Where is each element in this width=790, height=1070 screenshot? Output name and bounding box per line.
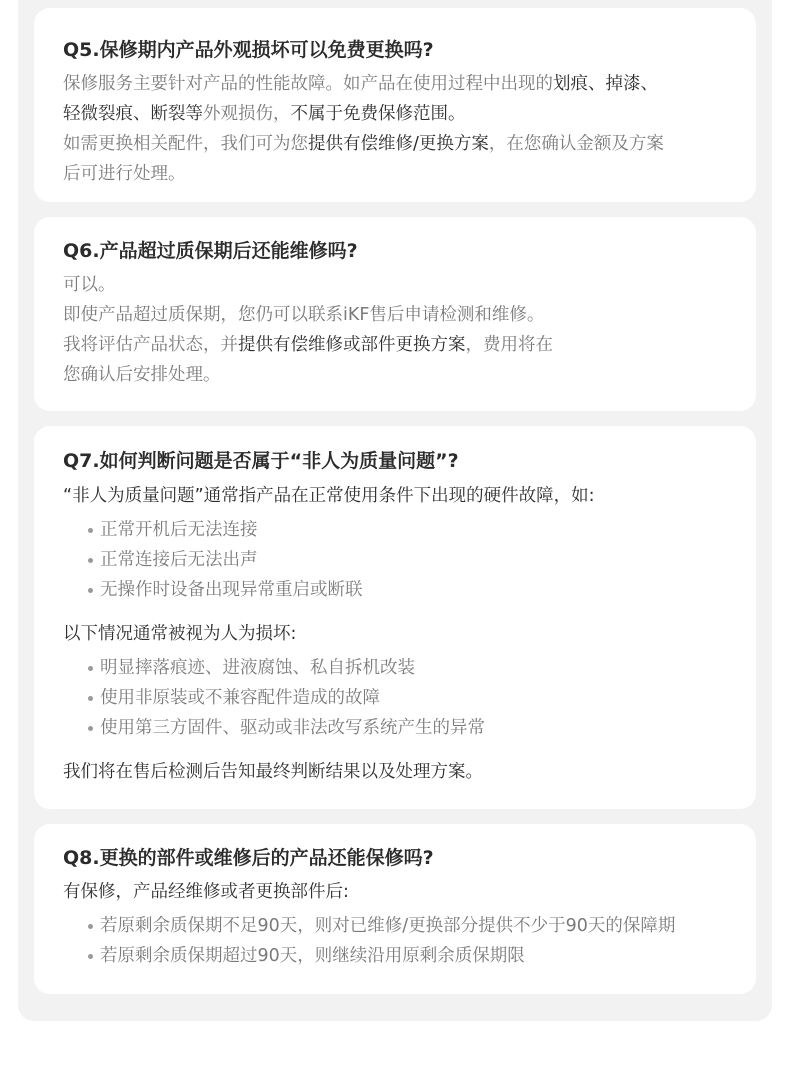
- faq-answer-line: [63, 99, 728, 129]
- list-item-text: 正常连接后无法出声: [100, 550, 258, 570]
- faq-answer-line: [63, 330, 728, 360]
- faq-answer-line: 您确认后安排处理。: [63, 365, 221, 385]
- bullet-dot-icon: [88, 666, 93, 671]
- answer-text: ，在您确认金额及方案: [488, 134, 664, 154]
- list-item-text: 无操作时设备出现异常重启或断联: [100, 580, 363, 600]
- list-item-text: 若原剩余质保期不足90天，则对已维修/更换部分提供不少于90天的保障期: [100, 916, 676, 936]
- bullet-dot-icon: [88, 954, 93, 959]
- faq-answer-intro: “非人为质量问题”通常指产品在正常使用条件下出现的硬件故障，如:: [63, 486, 595, 506]
- list-item: [63, 575, 728, 605]
- bullet-dot-icon: [88, 528, 93, 533]
- bullet-dot-icon: [88, 924, 93, 929]
- faq-question-q7: Q7.如何判断问题是否属于“非人为质量问题”?: [63, 450, 459, 472]
- answer-text: 保修服务主要针对产品的性能故障。如产品在使用过程中出现的: [63, 74, 553, 94]
- faq-answer-line: 可以。: [63, 275, 116, 295]
- list-item: [63, 941, 728, 971]
- list-item: [63, 683, 728, 713]
- faq-question-q8: Q8.更换的部件或维修后的产品还能保修吗?: [63, 847, 434, 869]
- bullet-dot-icon: [88, 726, 93, 731]
- answer-highlight: 轻微裂痕、断裂等: [63, 104, 203, 124]
- list-item-text: 明显摔落痕迹、进液腐蚀、私自拆机改装: [100, 658, 415, 678]
- answer-text: ，费用将在: [465, 335, 553, 355]
- faq-answer-intro: 有保修，产品经维修或者更换部件后:: [63, 882, 349, 902]
- answer-highlight: 提供有偿维修/更换方案: [308, 134, 489, 154]
- list-item: [63, 653, 728, 683]
- list-item-text: 使用非原装或不兼容配件造成的故障: [100, 688, 380, 708]
- faq-answer-line: 即使产品超过质保期，您仍可以联系iKF售后申请检测和维修。: [63, 305, 545, 325]
- faq-answer-line: 后可进行处理。: [63, 164, 186, 184]
- faq-card-q8: [34, 824, 756, 994]
- list-item-text: 使用第三方固件、驱动或非法改写系统产生的异常: [100, 718, 485, 738]
- bullet-dot-icon: [88, 558, 93, 563]
- list-item: [63, 713, 728, 743]
- list-item-text: 若原剩余质保期超过90天，则继续沿用原剩余质保期限: [100, 946, 525, 966]
- faq-answer-intro: 以下情况通常被视为人为损坏:: [63, 624, 297, 644]
- list-item: [63, 515, 728, 545]
- bullet-dot-icon: [88, 588, 93, 593]
- faq-question-q6: Q6.产品超过质保期后还能维修吗?: [63, 240, 358, 262]
- answer-text: 外观损伤，: [203, 104, 291, 124]
- list-item-text: 正常开机后无法连接: [100, 520, 258, 540]
- faq-card-q6: [34, 217, 756, 411]
- answer-highlight: 划痕、掉漆、: [553, 74, 658, 94]
- faq-card-q7: [34, 426, 756, 809]
- bullet-dot-icon: [88, 696, 93, 701]
- answer-highlight: 提供有偿维修或部件更换方案: [238, 335, 466, 355]
- answer-text: 如需更换相关配件，我们可为您: [63, 134, 308, 154]
- faq-bullet-list: [63, 515, 728, 605]
- faq-answer-line: [63, 129, 728, 159]
- faq-card-q5: [34, 8, 756, 202]
- answer-highlight: 不属于免费保修范围。: [290, 104, 466, 124]
- faq-bullet-list: [63, 911, 728, 971]
- answer-text: 我将评估产品状态，并: [63, 335, 238, 355]
- list-item: [63, 911, 728, 941]
- faq-bullet-list: [63, 653, 728, 743]
- faq-answer-line: [63, 69, 728, 99]
- faq-answer-closing: 我们将在售后检测后告知最终判断结果以及处理方案。: [63, 762, 483, 782]
- list-item: [63, 545, 728, 575]
- faq-question-q5: Q5.保修期内产品外观损坏可以免费更换吗?: [63, 39, 434, 61]
